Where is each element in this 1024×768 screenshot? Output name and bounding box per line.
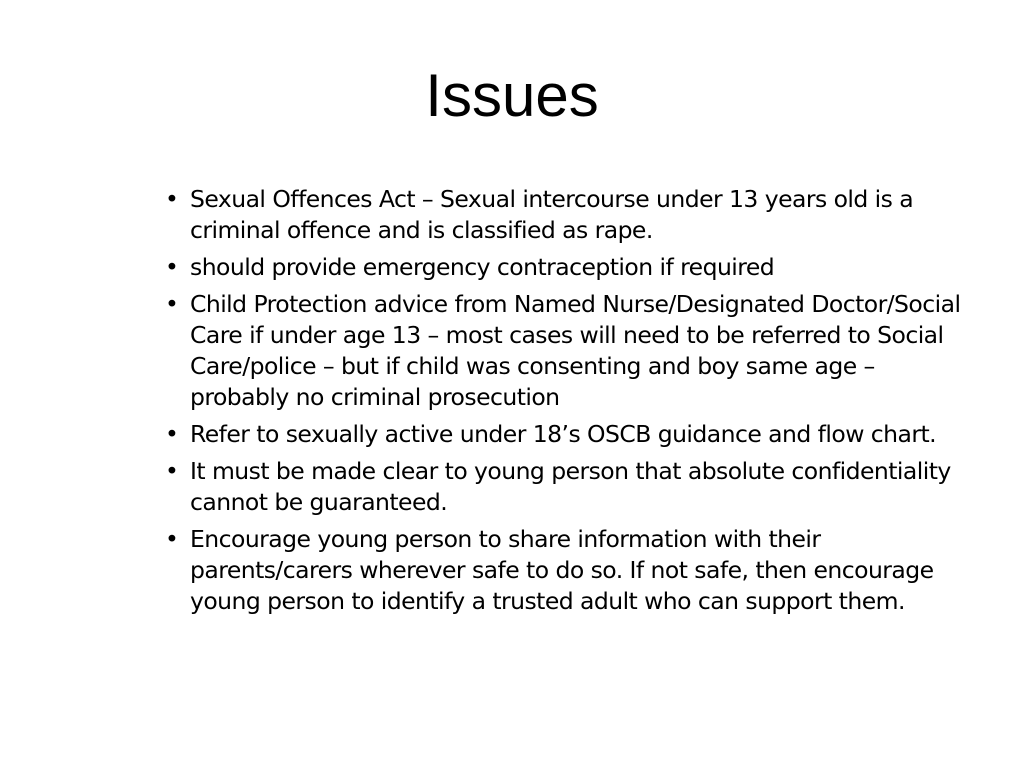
bullet-icon: • xyxy=(165,290,179,318)
bullet-text: Sexual Offences Act – Sexual intercourse under 13 years old is a criminal offence and is classified as rape. xyxy=(190,185,914,244)
bullet-text: Refer to sexually active under 18’s OSCB guidance and flow chart. xyxy=(190,420,937,448)
bullet-item xyxy=(165,289,970,413)
bullet-text: Encourage young person to share information with their parents/carers wherever safe to do so. If not safe, then encourage young person to identify a trusted adult who can support them. xyxy=(190,525,934,615)
bullet-item xyxy=(165,252,970,283)
bullet-icon: • xyxy=(165,253,179,281)
bullet-list xyxy=(165,184,970,623)
bullet-icon: • xyxy=(165,185,179,213)
slide-title: Issues xyxy=(425,62,599,129)
bullet-icon: • xyxy=(165,457,179,485)
bullet-item xyxy=(165,456,970,518)
bullet-text: It must be made clear to young person that absolute confidentiality cannot be guaranteed. xyxy=(190,457,951,516)
bullet-item xyxy=(165,419,970,450)
bullet-item xyxy=(165,184,970,246)
bullet-item xyxy=(165,524,970,617)
bullet-icon: • xyxy=(165,525,179,553)
bullet-text: Child Protection advice from Named Nurse/Designated Doctor/Social Care if under age 13 – most cases will need to be referred to Social Care/police – but if child was consenting and boy same age –probably no criminal prosecution xyxy=(190,290,961,411)
bullet-icon: • xyxy=(165,420,179,448)
bullet-text: should provide emergency contraception if required xyxy=(190,253,775,281)
